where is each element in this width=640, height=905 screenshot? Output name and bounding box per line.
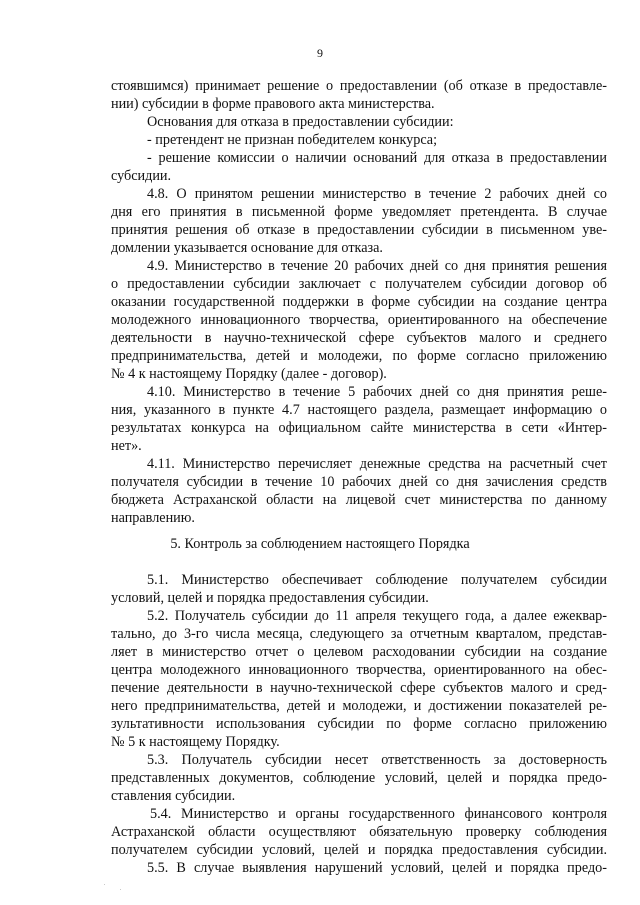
text-line: предпринимательства, детей и молодежи, по форме согласно приложению [111, 348, 607, 364]
text-line: получателем субсидии условий, целей и порядка предоставления субсидии. [111, 842, 607, 858]
text-line: принятия решения об отказе в предоставлении субсидии в письменном уве- [111, 222, 607, 238]
text-line: № 4 к настоящему Порядку (далее - договор). [111, 366, 387, 382]
text-line: 5.5. В случае выявления нарушений условий, целей и порядка предо- [147, 860, 607, 876]
text-line: нии) субсидии в форме правового акта министерства. [111, 96, 435, 112]
page-number: 9 [317, 46, 323, 60]
scan-speck [104, 884, 105, 885]
text-line: молодежного инновационного творчества, ориентированного на обеспечение [111, 312, 607, 328]
text-line: нет». [111, 438, 142, 454]
text-line: 5.2. Получатель субсидии до 11 апреля текущего года, а далее ежеквар- [147, 608, 607, 624]
text-line: деятельности в научно-технической сфере субъектов малого и среднего [111, 330, 607, 346]
text-line: 4.11. Министерство перечисляет денежные средства на расчетный счет [147, 456, 607, 472]
text-line: 5.3. Получатель субсидии несет ответственность за достоверность [147, 752, 607, 768]
text-line: - претендент не признан победителем конкурса; [147, 132, 438, 148]
text-line: 4.8. О принятом решении министерство в течение 2 рабочих дней со [147, 186, 607, 202]
text-line: 5.1. Министерство обеспечивает соблюдение получателем субсидии [147, 572, 607, 588]
text-line: ляет в министерство отчет о целевом расходовании субсидии на создание [111, 644, 607, 660]
text-line: него предпринимательства, детей и молодежи, и достижении показателей ре- [111, 698, 607, 714]
text-line: № 5 к настоящему Порядку. [111, 734, 280, 750]
text-line: Основания для отказа в предоставлении субсидии: [147, 114, 454, 130]
text-line: направлению. [111, 510, 195, 526]
text-line: стоявшимся) принимает решение о предоставлении (об отказе в предоставле- [111, 78, 607, 94]
text-line: субсидии. [111, 168, 172, 184]
text-line: тально, до 3-го числа месяца, следующего за отчетным кварталом, представ- [111, 626, 607, 642]
text-line: условий, целей и порядка предоставления субсидии. [111, 590, 429, 606]
text-line: ставления субсидии. [111, 788, 236, 804]
text-line: 4.9. Министерство в течение 20 рабочих дней со дня принятия решения [147, 258, 607, 274]
text-line: представленных документов, соблюдение условий, целей и порядка предо- [111, 770, 607, 786]
section-heading: 5. Контроль за соблюдением настоящего Порядка [170, 536, 470, 552]
text-line: ния, указанного в пункте 4.7 настоящего раздела, размещает информацию о [111, 402, 607, 418]
text-line: о предоставлении субсидии заключает с получателем субсидии договор об [111, 276, 607, 292]
text-line: получателя субсидии в течение 10 рабочих дней со дня зачисления средств [111, 474, 607, 490]
text-line: 5.4. Министерство и органы государственного финансового контроля [150, 806, 607, 822]
text-line: 4.10. Министерство в течение 5 рабочих дней со дня принятия реше- [147, 384, 607, 400]
text-line: оказании государственной поддержки в форме субсидии на создание центра [111, 294, 607, 310]
text-line: бюджета Астраханской области на лицевой счет министерства по данному [111, 492, 607, 508]
text-line: дня его принятия в письменной форме уведомляет претендента. В случае [111, 204, 607, 220]
text-line: печение деятельности в научно-технической сфере субъектов малого и сред- [111, 680, 607, 696]
scan-speck [120, 889, 121, 890]
text-line: - решение комиссии о наличии оснований для отказа в предоставлении [147, 150, 607, 166]
text-line: зультативности использования субсидии по форме согласно приложению [111, 716, 607, 732]
text-line: Астраханской области осуществляют обязательную проверку соблюдения [111, 824, 607, 840]
text-line: домлении указывается основание для отказа. [111, 240, 383, 256]
text-line: центра молодежного инновационного творчества, ориентированного на обес- [111, 662, 607, 678]
text-line: результатах конкурса на официальном сайте министерства в сети «Интер- [111, 420, 607, 436]
